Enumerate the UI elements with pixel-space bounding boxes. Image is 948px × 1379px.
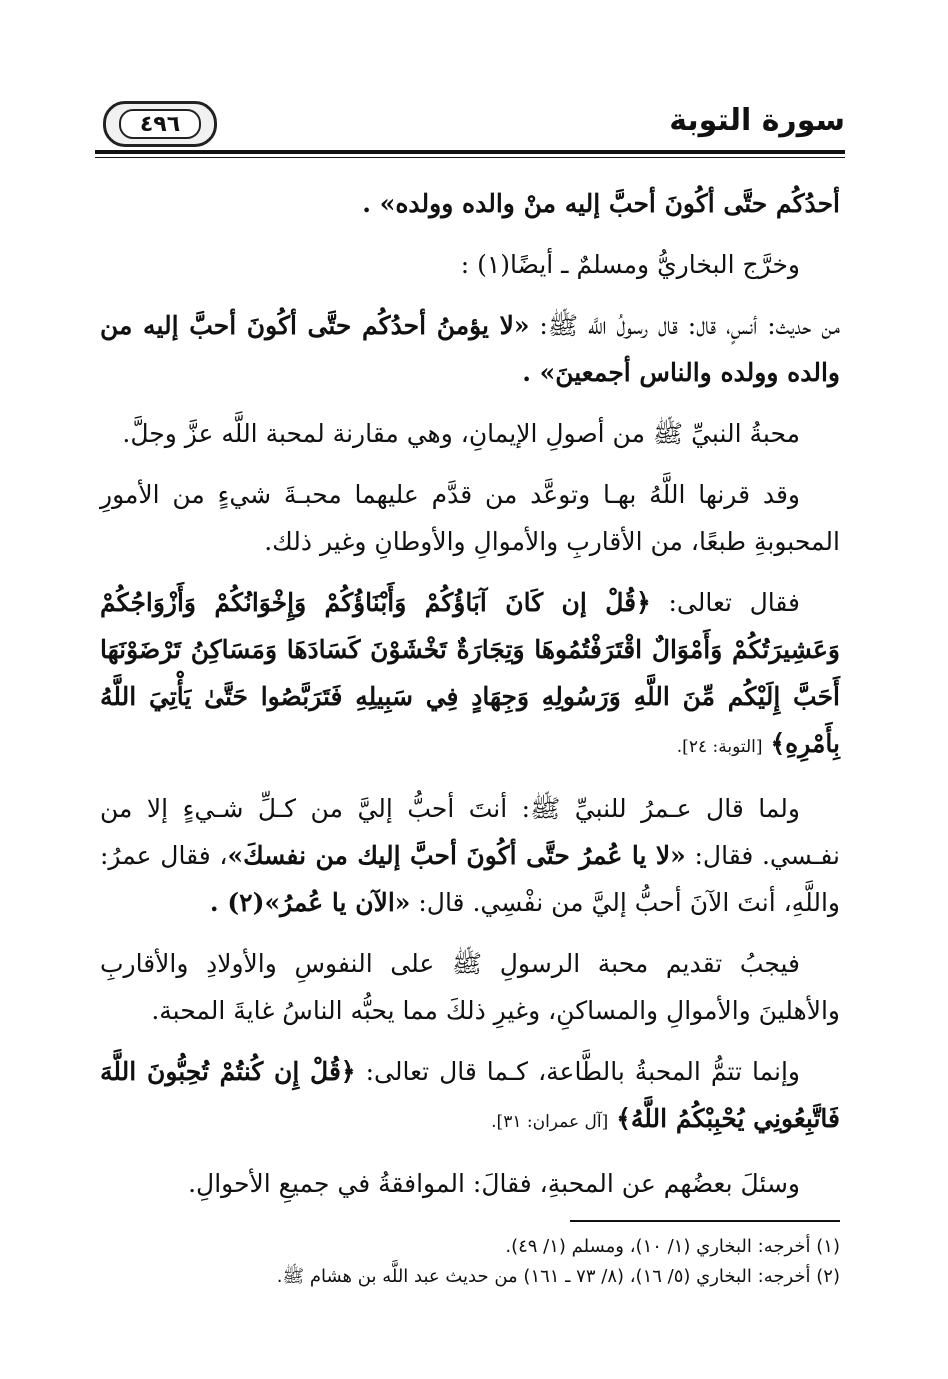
paragraph-4: محبةُ النبيِّ ﷺ من أصولِ الإيمانِ، وهي مقارنة لمحبة اللَّه عزَّ وجلَّ. xyxy=(122,419,800,448)
paragraph-6 xyxy=(100,579,840,771)
paragraph-7 xyxy=(100,785,840,926)
paragraph-2: وخرَّج البخاريُّ ومسلمٌ ـ أيضًا(١) : xyxy=(460,250,800,279)
page-body xyxy=(100,180,840,1221)
p6-intro: فقال تعالى: xyxy=(650,588,800,617)
p7-c: ، فقال عمرُ: واللَّهِ، أنتَ الآنَ أحبُّ إليَّ من نفْسِي. قال: xyxy=(100,841,840,917)
paragraph-3 xyxy=(100,302,840,396)
p3-intro: من حديث: أنسٍ، قال: قال رسولُ اللَّه ﷺ: xyxy=(529,311,840,340)
page-number-badge xyxy=(103,101,217,147)
p7-b: «لا يا عُمرُ حتَّى أكُونَ أحبَّ إليك من نفسكَ» xyxy=(227,841,686,870)
p9-verse: ﴿قُلْ إِن كُنتُمْ تُحِبُّونَ اللَّهَ فَاتَّبِعُونِي يُحْبِبْكُمُ اللَّهُ﴾ xyxy=(100,1057,840,1133)
footnotes xyxy=(100,1232,840,1292)
page-number: ٤٩٦ xyxy=(119,109,201,139)
p7-a: ولما قال عـمرُ للنبيِّ ﷺ: أنتَ أحبُّ إليَّ من كـلِّ شـيءٍ إلا من نفـسي. فقال: xyxy=(100,794,841,870)
footnote-rule xyxy=(570,1220,840,1222)
paragraph-5: وقد قرنها اللَّهُ بهـا وتوعَّد من قدَّم عليهما محبـةَ شيءٍ من الأمورِ المحبوبةِ طبعًا، من الأقاربِ والأموالِ والأوطانِ وغير ذلك. xyxy=(100,480,840,556)
p9-intro: وإنما تتمُّ المحبةُ بالطَّاعة، كـما قال تعالى: xyxy=(355,1057,801,1086)
surah-title: سورة التوبة xyxy=(669,103,845,138)
p7-d: «الآن يا عُمرُ»(٢) . xyxy=(209,888,411,917)
paragraph-9 xyxy=(100,1048,840,1146)
p6-verse: ﴿قُلْ إن كَانَ آبَاؤُكُمْ وَأَبْنَاؤُكُمْ وَإِخْوَانُكُمْ وَأَزْوَاجُكُمْ وَعَشِيرَتُكُمْ وَأَمْوَالٌ اقْتَرَفْتُمُوهَا وَتِجَارَةٌ تَخْشَوْنَ كَسَادَهَا وَمَسَاكِنُ تَرْضَوْنَهَا أَحَبَّ إِلَيْكُم مِّنَ اللَّهِ وَرَسُولِهِ وَجِهَادٍ فِي سَبِيلِهِ فَتَرَبَّصُوا حَتَّىٰ يَأْتِيَ اللَّهُ بِأَمْرِهِ﴾ xyxy=(100,588,840,758)
footnote-1: (١) أخرجه: البخاري (١/ ١٠)، ومسلم (١/ ٤٩). xyxy=(505,1236,840,1257)
p6-reference: [التوبة: ٢٤]. xyxy=(676,737,763,757)
p3-hadith: «لا يؤمنُ أحدُكُم حتَّى أكُونَ أحبَّ إليه من والده وولده والناس أجمعينَ» . xyxy=(100,311,840,387)
paragraph-8: فيجبُ تقديم محبة الرسولِ ﷺ على النفوسِ والأولادِ والأقاربِ والأهلينَ والأموالِ والمساكنِ، وغيرِ ذلكَ مما يحبُّه الناسُ غايةَ المحبة. xyxy=(100,949,840,1025)
paragraph-10: وسئلَ بعضُهم عن المحبةِ، فقالَ: الموافقةُ في جميعِ الأحوالِ. xyxy=(188,1169,800,1198)
header-rule-thin xyxy=(95,157,845,158)
paragraph-1: أحدُكُم حتَّى أكُونَ أحبَّ إليه منْ والده وولده» . xyxy=(362,189,840,218)
p9-reference: [آل عمران: ٣١]. xyxy=(491,1112,609,1132)
header-rule-thick xyxy=(95,150,845,154)
page-header xyxy=(95,95,845,155)
footnote-2: (٢) أخرجه: البخاري (٥/ ١٦)، (٨/ ٧٣ ـ ١٦١) من حديث عبد اللَّه بن هشام ﷺ. xyxy=(276,1266,840,1287)
